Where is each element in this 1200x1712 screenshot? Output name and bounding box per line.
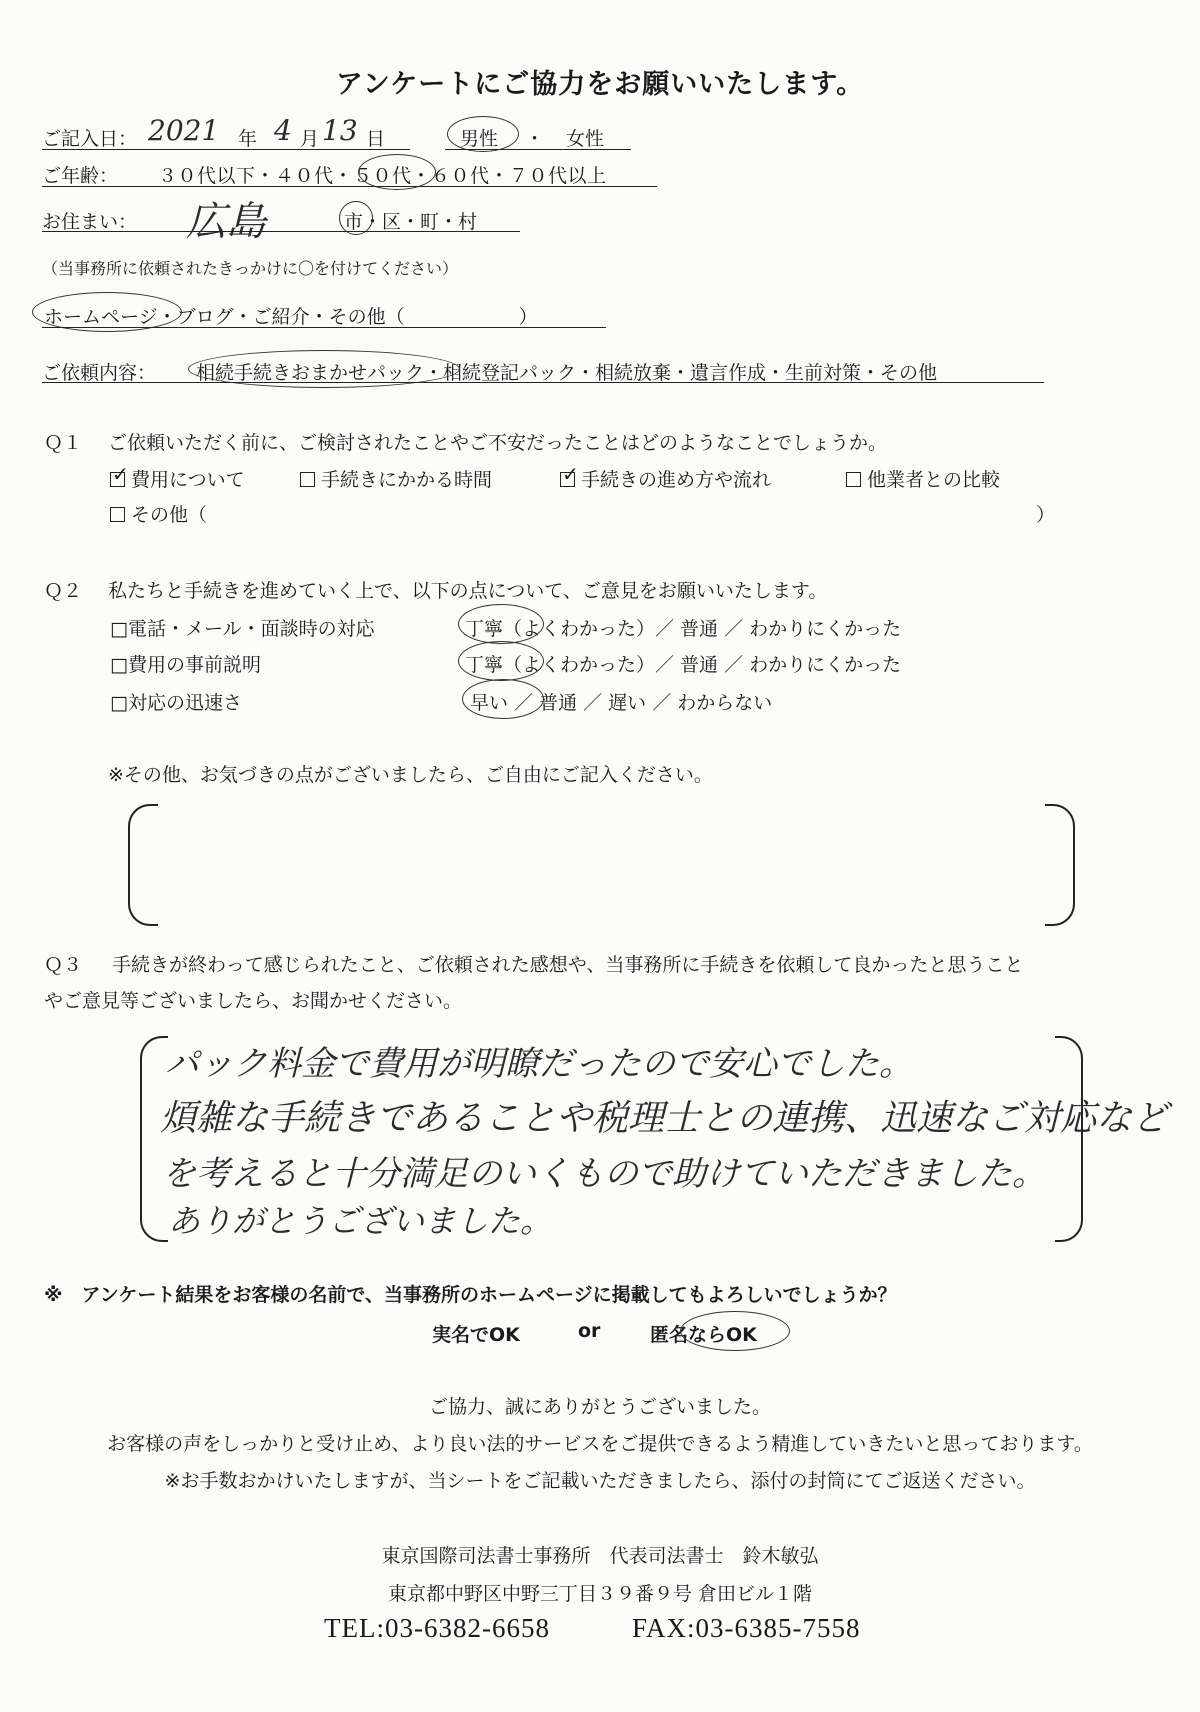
q1-checkbox-compare[interactable] — [846, 472, 861, 487]
trigger-selected-circle — [32, 292, 182, 332]
q3-answer-line[interactable]: ありがとうございました。 — [168, 1202, 553, 1240]
address-label: お住まい： — [42, 211, 138, 233]
entry-month-unit: 月 — [300, 128, 320, 150]
q3-number: Ｑ３ — [44, 954, 83, 976]
closing-return-note: ※お手数おかけいたしますが、当シートをご記載いただきましたら、添付の封筒にてご返送ください。 — [164, 1470, 1036, 1492]
gender-underline — [445, 149, 631, 150]
gender-male[interactable]: 男性 — [460, 128, 499, 150]
request-options[interactable]: 相続手続きおまかせパック・相続登記パック・相続放棄・遺言作成・生前対策・その他 — [196, 362, 938, 384]
entry-year-unit: 年 — [238, 128, 258, 150]
entry-day-unit: 日 — [366, 128, 386, 150]
q1-checkbox-other[interactable] — [110, 507, 125, 522]
q1-option-process-label: 手続きの進め方や流れ — [581, 469, 772, 491]
trigger-underline — [42, 327, 606, 328]
q2-comment-bracket-right — [1045, 804, 1075, 926]
publish-or: or — [578, 1320, 601, 1342]
entry-day-value[interactable]: 13 — [322, 114, 358, 147]
q3-answer-line[interactable]: 煩雑な手続きであることや税理士との連携、迅速なご対応など — [160, 1098, 1169, 1139]
office-address: 東京都中野区中野三丁目３９番９号 倉田ビル１階 — [387, 1583, 813, 1605]
q1-option-cost-label: 費用について — [131, 469, 245, 491]
closing-thanks: ご協力、誠にありがとうございました。 — [428, 1396, 771, 1418]
gender-separator: ・ — [525, 128, 545, 150]
q1-checkbox-time[interactable] — [300, 472, 315, 487]
publish-option-anon[interactable]: 匿名ならOK — [650, 1324, 757, 1346]
q3-answer-line[interactable]: パック料金で費用が明瞭だったので安心でした。 — [165, 1044, 913, 1084]
office-name: 東京国際司法書士事務所 代表司法書士 鈴木敏弘 — [381, 1545, 819, 1567]
q1-option-compare[interactable] — [846, 465, 1000, 492]
trigger-options[interactable]: ホームページ・ブログ・ご紹介・その他（ ） — [44, 306, 538, 328]
address-underline — [42, 231, 520, 232]
gender-female[interactable]: 女性 — [566, 128, 605, 150]
address-value[interactable]: 広島 — [186, 199, 266, 245]
q1-number: Ｑ１ — [44, 432, 83, 454]
entry-month-value[interactable]: 4 — [274, 114, 292, 147]
entry-year-value[interactable]: 2021 — [148, 114, 220, 147]
q1-option-other[interactable] — [110, 500, 207, 527]
gender-selected-circle — [447, 116, 519, 152]
q2-row-scale[interactable]: 早い ／ 普通 ／ 遅い ／ わからない — [470, 692, 773, 714]
address-units[interactable]: 市・区・町・村 — [344, 211, 478, 233]
trigger-note: （当事務所に依頼されたきっかけに〇を付けてください） — [42, 259, 459, 278]
entry-date-label: ご記入日： — [42, 128, 138, 150]
q1-checkbox-cost[interactable] — [110, 472, 125, 487]
q2-row-scale[interactable]: 丁寧（よくわかった）／ 普通 ／ わかりにくかった — [465, 654, 902, 676]
request-label: ご依頼内容： — [42, 362, 157, 384]
q2-row3-selected-circle — [462, 679, 544, 719]
office-tel[interactable]: TEL:03-6382-6658 — [324, 1613, 550, 1643]
entry-date-underline — [42, 149, 410, 150]
q2-row-item: □対応の迅速さ — [110, 692, 242, 714]
q1-checkbox-process[interactable] — [560, 472, 575, 487]
q2-row2-selected-circle — [458, 641, 544, 681]
q2-comment-prompt: ※その他、お気づきの点がございましたら、ご自由にご記入ください。 — [108, 764, 713, 786]
q1-option-compare-label: 他業者との比較 — [867, 469, 1001, 491]
q1-question: ご依頼いただく前に、ご検討されたことやご不安だったことはどのようなことでしょうか。 — [108, 432, 888, 454]
page-title: アンケートにご協力をお願いいたします。 — [335, 69, 865, 100]
q3-question-line2: やご意見等ございましたら、お聞かせください。 — [44, 990, 463, 1012]
q2-row-scale[interactable]: 丁寧（よくわかった）／ 普通 ／ わかりにくかった — [465, 618, 902, 640]
q1-option-cost[interactable] — [110, 465, 245, 492]
office-fax[interactable]: FAX:03-6385-7558 — [632, 1613, 861, 1643]
q2-question: 私たちと手続きを進めていく上で、以下の点について、ご意見をお願いいたします。 — [108, 580, 828, 602]
q2-row-item: □電話・メール・面談時の対応 — [110, 618, 375, 640]
q2-number: Ｑ２ — [44, 580, 83, 602]
q1-option-process[interactable] — [560, 465, 771, 492]
age-options[interactable]: ３０代以下・４０代・５０代・６０代・７０代以上 — [158, 165, 607, 187]
q2-comment-bracket-left — [128, 804, 158, 926]
request-underline — [42, 382, 1044, 383]
q3-answer-line[interactable]: を考えると十分満足のいくもので助けていただきました。 — [162, 1154, 1046, 1194]
publish-selected-circle — [680, 1311, 790, 1351]
closing-message: お客様の声をしっかりと受け止め、より良い法的サービスをご提供できるよう精進していきたいと思っております。 — [107, 1433, 1093, 1455]
q1-other-label: その他（ — [131, 504, 208, 526]
q3-question-line1: 手続きが終わって感じられたこと、ご依頼された感想や、当事務所に手続きを依頼して良かったと思うこと — [112, 954, 1024, 976]
q2-row-item: □費用の事前説明 — [110, 654, 261, 676]
publish-question: ※ アンケート結果をお客様の名前で、当事務所のホームページに掲載してもよろしいでしょうか？ — [44, 1284, 897, 1306]
age-label: ご年齢： — [42, 165, 119, 187]
age-underline — [42, 186, 657, 187]
publish-option-real[interactable]: 実名でOK — [432, 1324, 520, 1346]
q1-option-time-label: 手続きにかかる時間 — [321, 469, 493, 491]
address-unit-circle — [339, 201, 373, 235]
q1-other-close: ） — [1036, 504, 1056, 526]
q1-option-time[interactable] — [300, 465, 492, 492]
age-selected-circle — [358, 154, 436, 190]
q2-row1-selected-circle — [458, 604, 544, 644]
